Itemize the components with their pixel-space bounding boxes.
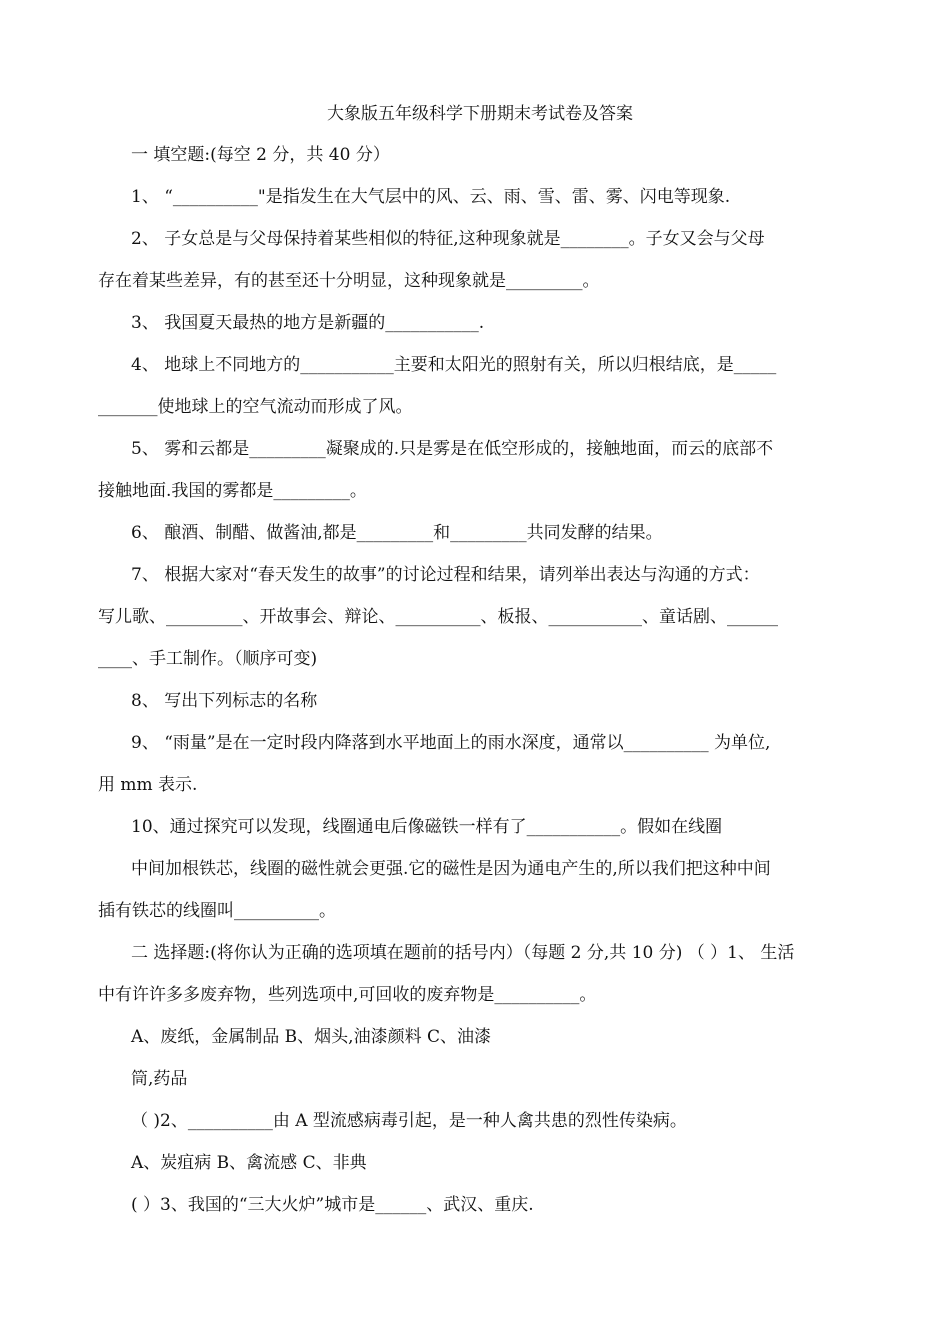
question-line: 8、 写出下列标志的名称 xyxy=(131,691,318,711)
question-line: 6、 酿酒、制醋、做酱油,都是_________和_________共同发酵的结果。 xyxy=(131,523,663,543)
question-line: 接触地面.我国的雾都是_________。 xyxy=(98,481,367,501)
question-line: 7、 根据大家对“春天发生的故事”的讨论过程和结果，请列举出表达与沟通的方式： xyxy=(131,565,760,585)
answer-options: A、炭疽病 B、禽流感 C、非典 xyxy=(131,1153,367,1173)
question-line: 4、 地球上不同地方的___________主要和太阳光的照射有关，所以归根结底，是_____ xyxy=(131,355,777,375)
question-line: 5、 雾和云都是_________凝聚成的.只是雾是在低空形成的，接触地面，而云的底部不 xyxy=(131,439,774,459)
answer-options: 筒,药品 xyxy=(131,1069,188,1089)
question-line: 中有许许多多废弃物，些列选项中,可回收的废弃物是__________。 xyxy=(98,985,597,1005)
question-line: 3、 我国夏天最热的地方是新疆的___________. xyxy=(131,313,485,333)
question-line: ____、手工制作。（顺序可变) xyxy=(98,649,318,669)
question-line: （ )2、__________由 A 型流感病毒引起，是一种人禽共患的烈性传染病。 xyxy=(131,1111,687,1131)
question-line: 10、通过探究可以发现，线圈通电后像磁铁一样有了___________。假如在线圈 xyxy=(131,817,723,837)
question-line: ( ）3、我国的“三大火炉”城市是______、武汉、重庆. xyxy=(131,1195,534,1215)
question-line: 存在着某些差异，有的甚至还十分明显，这种现象就是_________。 xyxy=(98,271,600,291)
question-line: _______使地球上的空气流动而形成了风。 xyxy=(98,397,413,417)
question-line: 中间加根铁芯，线圈的磁性就会更强.它的磁性是因为通电产生的,所以我们把这种中间 xyxy=(131,859,771,879)
section-heading-fill-in: 一 填空题:(每空 2 分，共 40 分） xyxy=(131,145,390,165)
question-line: 写儿歌、_________、开故事会、辩论、__________、板报、___________、童话剧、______ xyxy=(98,607,778,627)
question-line: 用 mm 表示. xyxy=(98,775,198,795)
answer-options: A、废纸，金属制品 B、烟头,油漆颜料 C、油漆 xyxy=(131,1027,491,1047)
question-line: 插有铁芯的线圈叫__________。 xyxy=(98,901,336,921)
document-title: 大象版五年级科学下册期末考试卷及答案 xyxy=(327,104,633,124)
question-line: 9、 “雨量”是在一定时段内降落到水平地面上的雨水深度，通常以__________ 为单位, xyxy=(131,733,771,753)
question-line: 2、 子女总是与父母保持着某些相似的特征,这种现象就是________。子女又会与父母 xyxy=(131,229,765,249)
section-heading-choice: 二 选择题:(将你认为正确的选项填在题前的括号内）（每题 2 分,共 10 分) （ ）1、 生活 xyxy=(131,943,795,963)
question-line: 1、 “__________"是指发生在大气层中的风、云、雨、雪、雷、雾、闪电等现象. xyxy=(131,187,731,207)
